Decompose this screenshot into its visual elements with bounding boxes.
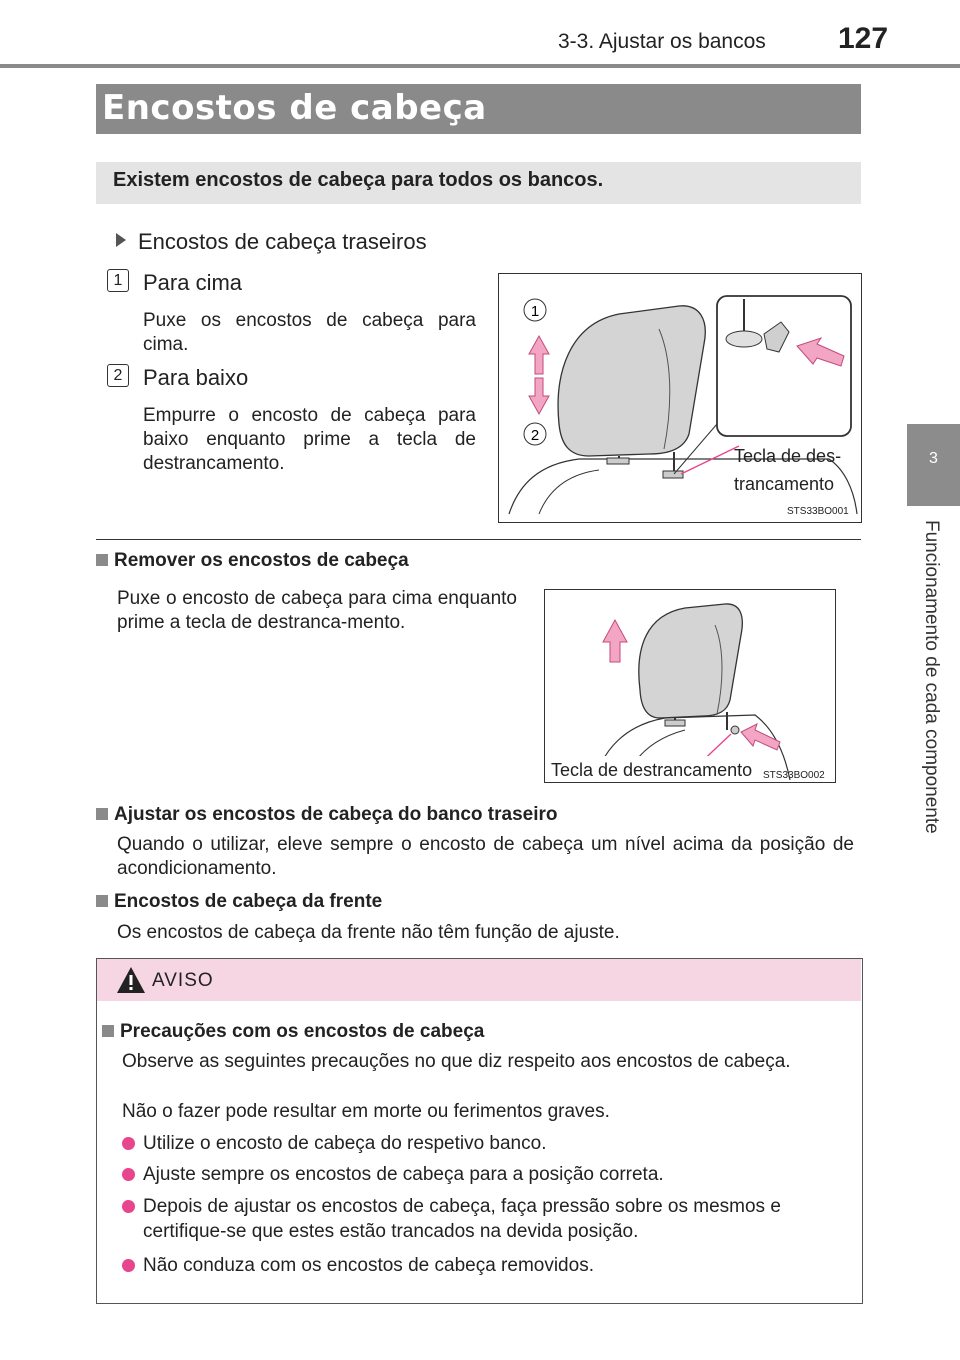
adjust-rear-heading: Ajustar os encostos de cabeça do banco traseiro (96, 804, 557, 826)
page-number: 127 (838, 22, 889, 55)
figure-label: trancamento (734, 474, 835, 494)
warning-item: Utilize o encosto de cabeça do respetivo banco. (122, 1131, 854, 1156)
warning-item: Não conduza com os encostos de cabeça removidos. (122, 1253, 854, 1278)
warning-intro-2: Não o fazer pode resultar em morte ou ferimentos graves. (122, 1101, 610, 1122)
figure-code: STS33BO001 (787, 506, 849, 517)
bullet-dot-icon (122, 1168, 135, 1181)
warning-title: AVISO (152, 970, 214, 991)
warning-triangle-icon (116, 966, 146, 994)
step-number: 2 (107, 364, 129, 387)
step-text: Empurre o encosto de cabeça para baixo enquanto prime a tecla de destrancamento. (143, 405, 476, 474)
bullet-dot-icon (122, 1137, 135, 1150)
square-bullet-icon (96, 554, 108, 566)
bullet-dot-icon (122, 1259, 135, 1272)
warning-intro: Observe as seguintes precauções no que diz respeito aos encostos de cabeça. (122, 1051, 791, 1072)
front-text: Os encostos de cabeça da frente não têm função de ajuste. (117, 922, 620, 943)
step-title: Para cima (143, 270, 243, 295)
headrest-figure-2 (544, 589, 836, 783)
figure-num-1: 1 (530, 303, 540, 320)
square-bullet-icon (96, 808, 108, 820)
headrest-removal-illustration (545, 590, 835, 782)
square-bullet-icon (96, 895, 108, 907)
headrest-figure-1 (498, 273, 862, 523)
figure-label: Tecla de destrancamento (551, 760, 753, 780)
subtitle: Existem encostos de cabeça para todos os bancos. (113, 169, 604, 191)
step-text: Puxe os encostos de cabeça para cima. (143, 310, 476, 355)
front-heading: Encostos de cabeça da frente (96, 891, 382, 913)
headrest-adjust-illustration (499, 274, 861, 522)
figure-code: STS33BO002 (763, 770, 825, 781)
triangle-bullet-icon (116, 233, 126, 247)
remove-heading: Remover os encostos de cabeça (96, 550, 409, 572)
warning-item: Depois de ajustar os encostos de cabeça, faça pressão sobre os mesmos e certifique-se que estes estão trancados na devida posição. (122, 1194, 855, 1244)
warning-item: Ajuste sempre os encostos de cabeça para a posição correta. (122, 1162, 854, 1187)
rear-heading: Encostos de cabeça traseiros (116, 229, 427, 255)
section-title: 3-3. Ajustar os bancos (558, 30, 766, 53)
adjust-rear-text: Quando o utilizar, eleve sempre o encosto de cabeça um nível acima da posição de acondicionamento. (117, 834, 854, 879)
warning-heading: Precauções com os encostos de cabeça (102, 1021, 484, 1043)
section-divider (96, 539, 861, 540)
bullet-dot-icon (122, 1200, 135, 1213)
step-title: Para baixo (143, 365, 249, 390)
remove-text: Puxe o encosto de cabeça para cima enquanto prime a tecla de destranca-mento. (117, 588, 517, 633)
page-title: Encostos de cabeça (102, 88, 487, 128)
chapter-title: Funcionamento de cada componente (921, 520, 942, 834)
header-rule (0, 64, 960, 68)
step-number: 1 (107, 269, 129, 292)
square-bullet-icon (102, 1025, 114, 1037)
chapter-number: 3 (929, 450, 938, 467)
figure-label: Tecla de des- (734, 446, 842, 466)
figure-num-2: 2 (530, 427, 540, 444)
